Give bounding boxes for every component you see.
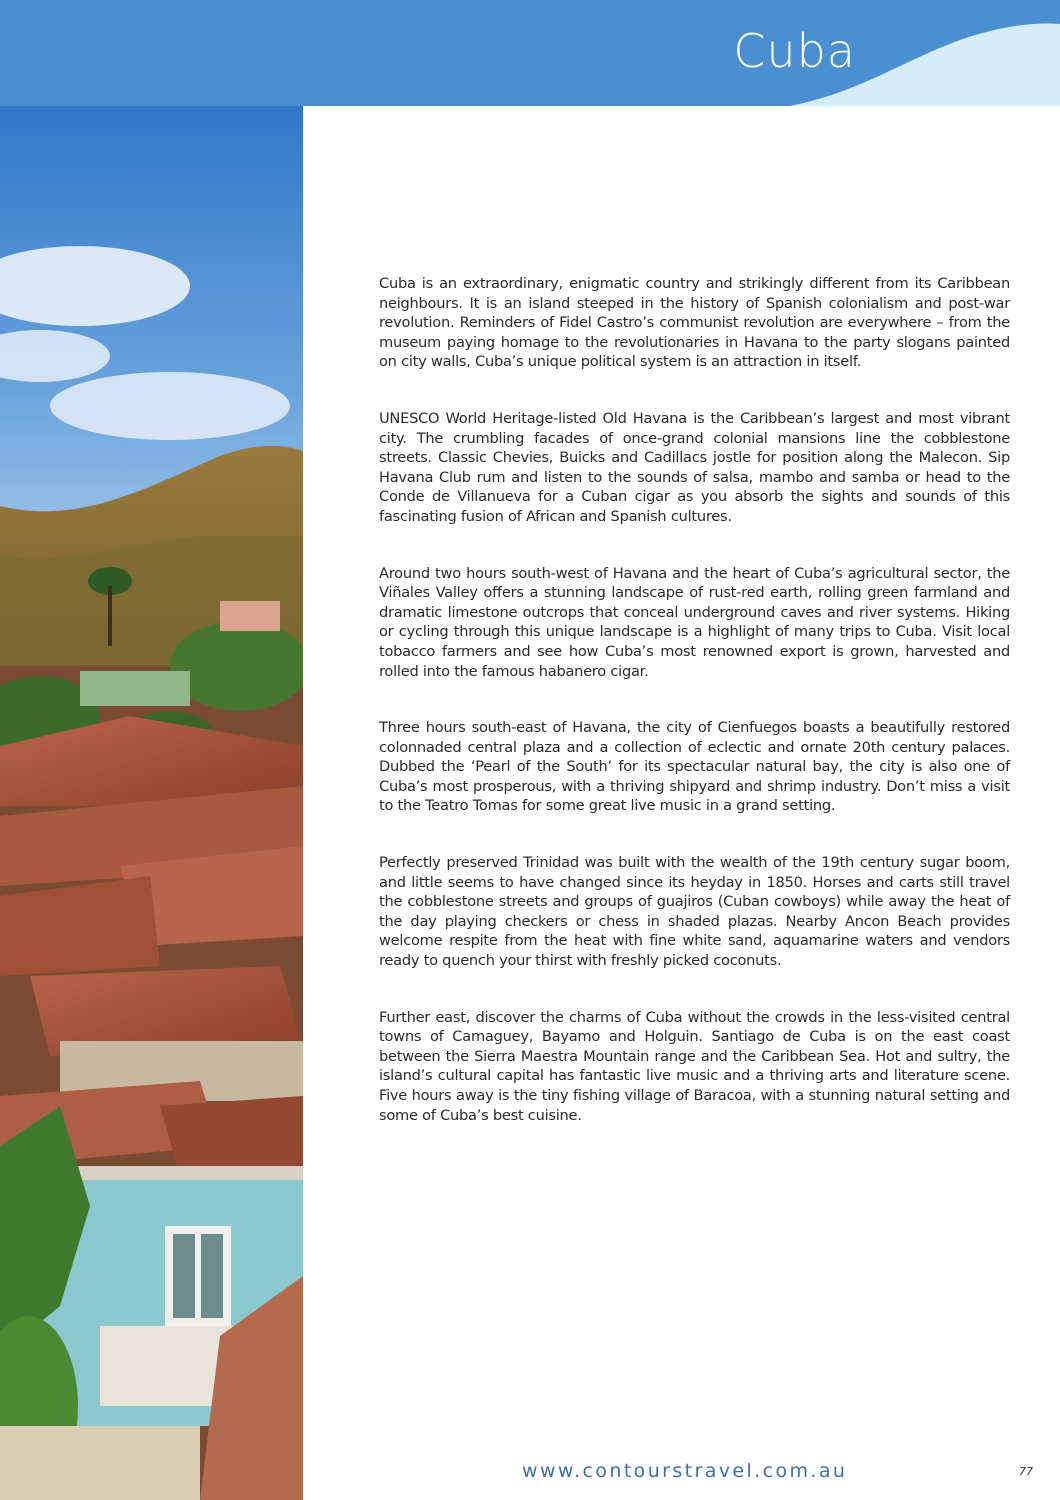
paragraph-vinales-valley: Around two hours south-west of Havana and the heart of Cuba’s agricultural sector, the Viñales Valley offers a stunning landscape of rust-red earth, rolling green farmland and dramatic limestone outcrops that conceal underground caves and river systems. Hiking or cycling through this unique landscape is a highlight of many trips to Cuba. Visit local tobacco farmers and see how Cuba’s most renowned export is grown, harvested and rolled into the famous habanero cigar. [379,564,1010,680]
trinidad-photo [0,106,303,1500]
paragraph-trinidad: Perfectly preserved Trinidad was built with the wealth of the 19th century sugar boom, and little seems to have changed since its heyday in 1850. Horses and carts still travel the cobblestone streets and groups of guajiros (Cuban cowboys) while away the heat of the day playing checkers or chess in shaded plazas. Nearby Ancon Beach provides welcome respite from the heat with fine white sand, aquamarine waters and vendors ready to quench your thirst with freshly picked coconuts. [379,854,1010,970]
article-body [379,274,1010,1162]
header-wave-graphic [0,0,1060,106]
paragraph-old-havana: UNESCO World Heritage-listed Old Havana is the Caribbean’s largest and most vibrant city. The crumbling facades of once-grand colonial mansions line the cobblestone streets. Classic Chevies, Buicks and Cadillacs jostle for position along the Malecon. Sip Havana Club rum and listen to the sounds of salsa, mambo and samba or head to the Conde de Villanueva for a Cuban cigar as you absorb the sights and sounds of this fascinating fusion of African and Spanish cultures. [379,409,1010,525]
cuba-trinidad-rooftops-photo [0,106,303,1500]
header-band [0,0,1060,106]
website-link[interactable]: www.contourstravel.com.au [522,1460,848,1482]
page-number: 77 [1019,1465,1033,1478]
paragraph-cienfuegos: Three hours south-east of Havana, the city of Cienfuegos boasts a beautifully restored colonnaded central plaza and a collection of eclectic and ornate 20th century palaces. Dubbed the ‘Pearl of the South’ for its spectacular natural bay, the city is also one of Cuba’s most prosperous, with a thriving shipyard and shrimp industry. Don’t miss a visit to the Teatro Tomas for some great live music in a grand setting. [379,719,1010,815]
paragraph-further-east: Further east, discover the charms of Cuba without the crowds in the less-visited central towns of Camaguey, Bayamo and Holguin. Santiago de Cuba is on the east coast between the Sierra Maestra Mountain range and the Caribbean Sea. Hot and sultry, the island’s cultural capital has fantastic live music and a thriving arts and literature scene. Five hours away is the tiny fishing village of Baracoa, with a stunning natural setting and some of Cuba’s best cuisine. [379,1008,1010,1124]
paragraph-intro: Cuba is an extraordinary, enigmatic country and strikingly different from its Caribbean neighbours. It is an island steeped in the history of Spanish colonialism and post-war revolution. Reminders of Fidel Castro’s communist revolution are everywhere – from the museum paying homage to the revolutionaries in Havana to the party slogans painted on city walls, Cuba’s unique political system is an attraction in itself. [379,275,1010,371]
page-title: Cuba [733,24,856,78]
